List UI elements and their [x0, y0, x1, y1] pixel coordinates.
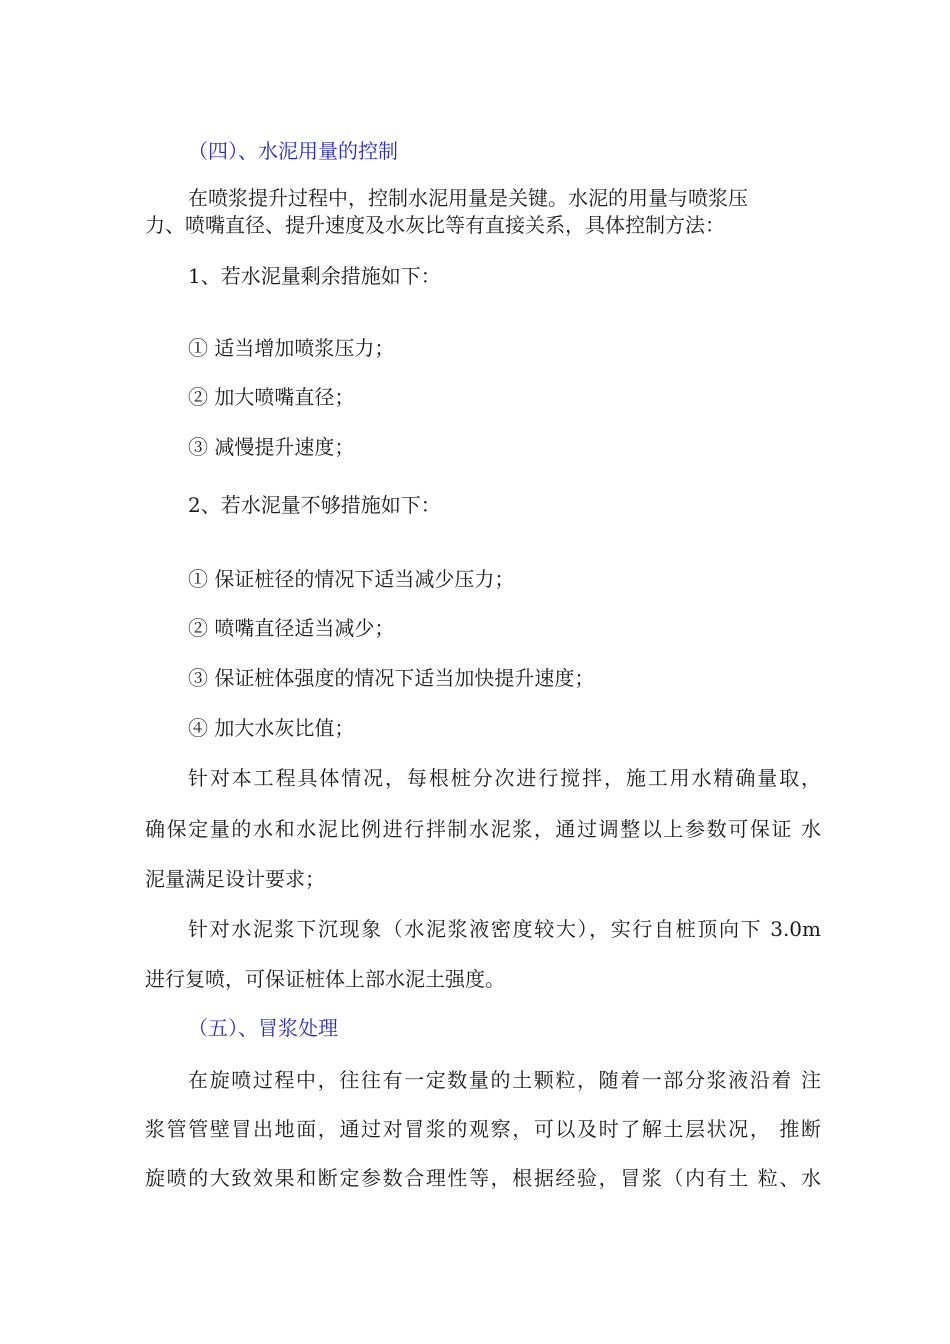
- case-1-title: 1、若水泥量剩余措施如下：: [188, 264, 441, 288]
- case-2-item-4: ④ 加大水灰比值；: [188, 716, 355, 740]
- paragraph-1-line-3: 泥量满足设计要求；: [145, 867, 325, 891]
- case-2-item-2: ② 喷嘴直径适当减少；: [188, 616, 395, 640]
- case-1-item-3: ③ 减慢提升速度；: [188, 435, 355, 459]
- case-2-item-1: ① 保证桩径的情况下适当减少压力；: [188, 567, 515, 591]
- section-5-paragraph-line-3: 旋喷的大致效果和断定参数合理性等，根据经验，冒浆（内有土 粒、水: [145, 1166, 821, 1190]
- intro-line-2: 力、喷嘴直径、提升速度及水灰比等有直接关系，具体控制方法：: [145, 213, 725, 237]
- paragraph-1-line-2: 确保定量的水和水泥比例进行拌制水泥浆，通过调整以上参数可保证 水: [145, 817, 821, 841]
- intro-line-1: 在喷浆提升过程中，控制水泥用量是关键。水泥的用量与喷浆压: [188, 186, 748, 210]
- case-2-item-3: ③ 保证桩体强度的情况下适当加快提升速度；: [188, 666, 595, 690]
- case-2-title: 2、若水泥量不够措施如下：: [188, 493, 441, 517]
- case-1-item-2: ② 加大喷嘴直径；: [188, 385, 355, 409]
- paragraph-1-line-1: 针对本工程具体情况，每根桩分次进行搅拌，施工用水精确量取，: [188, 766, 821, 790]
- section-5-paragraph-line-1: 在旋喷过程中，往往有一定数量的土颗粒，随着一部分浆液沿着 注: [188, 1068, 821, 1092]
- section-4-heading: （四）、水泥用量的控制: [188, 139, 398, 163]
- case-1-item-1: ① 适当增加喷浆压力；: [188, 336, 395, 360]
- paragraph-2-line-2: 进行复喷，可保证桩体上部水泥土强度。: [145, 967, 505, 991]
- section-5-heading: （五）、冒浆处理: [188, 1016, 338, 1040]
- paragraph-2-line-1: 针对水泥浆下沉现象（水泥浆液密度较大），实行自桩顶向下 3.0m: [188, 917, 821, 941]
- section-5-paragraph-line-2: 浆管管壁冒出地面，通过对冒浆的观察，可以及时了解土层状况， 推断: [145, 1117, 821, 1141]
